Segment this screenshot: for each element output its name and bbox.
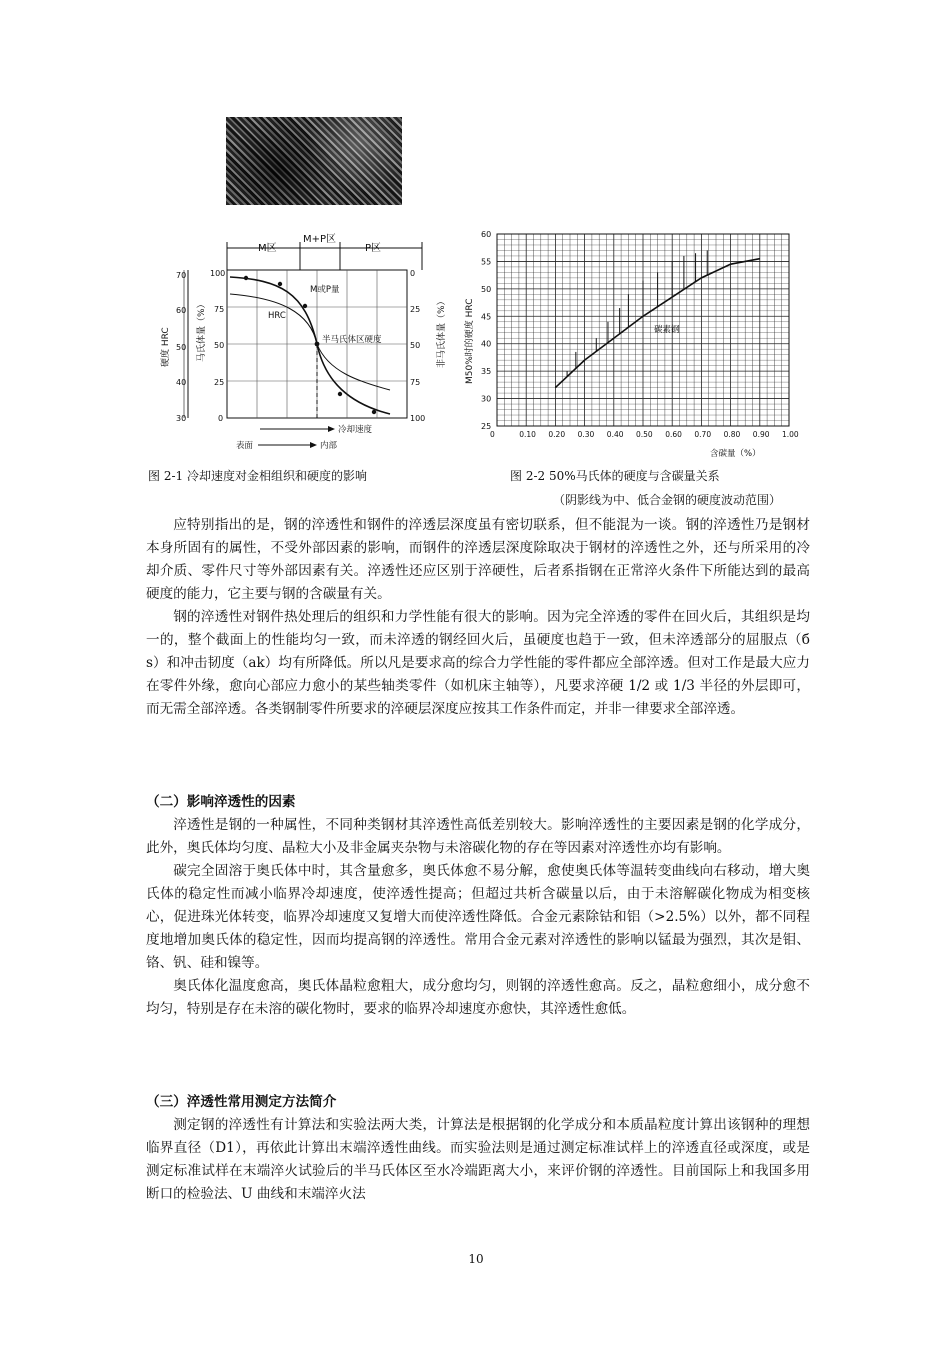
y-tick-label: 35: [481, 367, 492, 377]
paragraph: 应特别指出的是，钢的淬透性和钢件的淬透层深度虽有密切联系，但不能混为一谈。钢的淬透性乃是钢材本身所固有的属性，不受外部因素的影响，而钢件的淬透层深度除取决于钢材的淬透性之外，还与所采用的冷却介质、零件尺寸等外部因素有关。淬透性还应区别于淬硬性，后者系指钢在正常淬火条件下所能达到的最高硬度的能力，它主要与钢的含碳量有关。: [146, 517, 810, 602]
fig1-m-tick-0: 0: [218, 414, 224, 423]
fig1-m-tick-25: 25: [214, 378, 225, 387]
section-heading-methods: （三）淬透性常用测定方法简介: [146, 1094, 337, 1110]
figure-2-2-caption: 图 2-2 50%马氏体的硬度与含碳量关系: [510, 469, 720, 483]
fig1-hrc-tick-30: 30: [176, 414, 187, 423]
body-section-a: [146, 514, 810, 721]
fig1-r-tick-75: 75: [410, 378, 421, 387]
paragraph: 碳完全固溶于奥氏体中时，其含量愈多，奥氏体愈不易分解，愈使奥氏体等温转变曲线向右移动，增大奥氏体的稳定性而减小临界冷却速度，使淬透性提高；但超过共析含碳量以后，由于未溶解碳化物成为相变核心，促进珠光体转变，临界冷却速度又复增大而使淬透性降低。合金元素除钴和铝（>2.5%）以外，都不同程度地增加奥氏体的稳定性，因而均提高钢的淬透性。常用合金元素对淬透性的影响以锰最为强烈，其次是钼、铬、钒、硅和镍等。: [146, 863, 810, 971]
fig1-r-tick-50: 50: [410, 341, 421, 350]
chart-xlabel: 含碳量（%）: [710, 449, 761, 459]
figure-2-1: [160, 232, 460, 464]
y-tick-label: 40: [481, 339, 492, 349]
x-tick-label: 0.40: [606, 430, 624, 439]
x-tick-label: 0.80: [723, 430, 741, 439]
x-tick-label: 0.90: [752, 430, 770, 439]
micrograph-image: [226, 117, 402, 205]
x-tick-label: 0.60: [665, 430, 682, 439]
fig1-label-interior: 内部: [320, 441, 338, 451]
x-tick-label: 0.70: [694, 430, 712, 439]
page-number: 10: [468, 1252, 484, 1266]
chart-grid: [497, 234, 789, 426]
fig1-m-tick-50: 50: [214, 341, 225, 350]
fig1-hrc-axis-label: 硬度 HRC: [161, 327, 171, 367]
fig1-label-hrc: HRC: [268, 311, 286, 321]
y-tick-label: 25: [481, 422, 492, 431]
fig1-m-tick-100: 100: [210, 269, 226, 278]
fig1-hrc-tick-50: 50: [176, 343, 187, 352]
zone-label-m: M区: [258, 243, 277, 254]
figure-2-1-caption: 图 2-1 冷却速度对金相组织和硬度的影响: [148, 469, 367, 483]
zone-label-mp: M+P区: [303, 234, 337, 245]
fig1-m-axis-label: 马氏体量（%）: [197, 299, 207, 362]
paragraph: 钢的淬透性对钢件热处理后的组织和力学性能有很大的影响。因为完全淬透的零件在回火后，其组织是均一的，整个截面上的性能均匀一致，而未淬透的钢经回火后，虽硬度也趋于一致，但未淬透部分的屈服点（б s）和冲击韧度（ak）均有所降低。所以凡是要求高的综合力学性能的零件都应全部淬透。但对工作是最大应力在零件外缘，愈向心部应力愈小的某些轴类零件（如机床主轴等），凡要求淬硬 1/2 或 1/3 半径的外层即可，而无需全部淬透。各类钢制零件所要求的淬硬层深度应按其工作条件而定，并非一律要求全部淬透。: [146, 609, 810, 717]
x-tick-label: 0.20: [548, 430, 566, 439]
fig1-m-curve: [230, 277, 390, 414]
paragraph: 奥氏体化温度愈高，奥氏体晶粒愈粗大，成分愈均匀，则钢的淬透性愈高。反之，晶粒愈细小，成分愈不均匀，特别是存在未溶的碳化物时，要求的临界冷却速度亦愈快，其淬透性愈低。: [146, 978, 810, 1017]
section-heading-factors: （二）影响淬透性的因素: [146, 794, 296, 810]
figure-2-2-note: （阴影线为中、低合金钢的硬度波动范围）: [553, 493, 782, 507]
zone-label-p: P区: [365, 243, 382, 254]
y-tick-label: 30: [481, 394, 492, 404]
fig1-label-surface: 表面: [236, 441, 254, 451]
fig1-hrc-tick-40: 40: [176, 378, 187, 387]
body-section-c: [146, 1114, 810, 1206]
fig1-r-tick-0: 0: [410, 269, 416, 278]
fig1-hrc-tick-70: 70: [176, 271, 187, 280]
fig1-hrc-tick-60: 60: [176, 306, 187, 315]
x-tick-label: 0.30: [577, 430, 595, 439]
body-section-b: [146, 814, 810, 1021]
figure-2-2: [462, 224, 802, 468]
x-tick-label: 0: [490, 430, 495, 439]
fig1-nonm-axis-label: 非马氏体量（%）: [437, 296, 447, 368]
y-tick-label: 55: [481, 257, 492, 267]
fig1-r-tick-100: 100: [410, 414, 426, 423]
y-tick-label: 45: [481, 312, 492, 322]
y-tick-label: 50: [481, 284, 492, 294]
y-tick-label: 60: [481, 230, 492, 239]
x-tick-label: 0.50: [636, 430, 653, 439]
x-tick-label: 1.00: [782, 430, 799, 439]
paragraph: 淬透性是钢的一种属性，不同种类钢材其淬透性高低差别较大。影响淬透性的主要因素是钢的化学成分，此外，奥氏体均匀度、晶粒大小及非金属夹杂物与未溶碳化物的存在等因素对淬透性亦均有影响。: [146, 817, 810, 856]
paragraph: 测定钢的淬透性有计算法和实验法两大类，计算法是根据钢的化学成分和本质晶粒度计算出该钢种的理想临界直径（D1），再依此计算出末端淬透性曲线。而实验法则是通过测定标准试样上的淬透直径或深度，或是测定标准试样在末端淬火试验后的半马氏体区至水冷端距离大小，来评价钢的淬透性。目前国际上和我国多用断口的检验法、U 曲线和末端淬火法: [146, 1117, 810, 1202]
fig1-m-tick-75: 75: [214, 305, 225, 314]
fig1-label-cooling-rate: 冷却速度: [338, 425, 373, 435]
fig1-label-half-m: 半马氏体区硬度: [322, 335, 382, 345]
chart-series-label: 碳素钢: [654, 325, 680, 335]
x-tick-label: 0.10: [519, 430, 536, 439]
fig1-r-tick-25: 25: [410, 305, 421, 314]
fig1-label-m-or-p: M或P量: [310, 285, 340, 295]
chart-ylabel: M50%时的硬度 HRC: [465, 298, 475, 384]
